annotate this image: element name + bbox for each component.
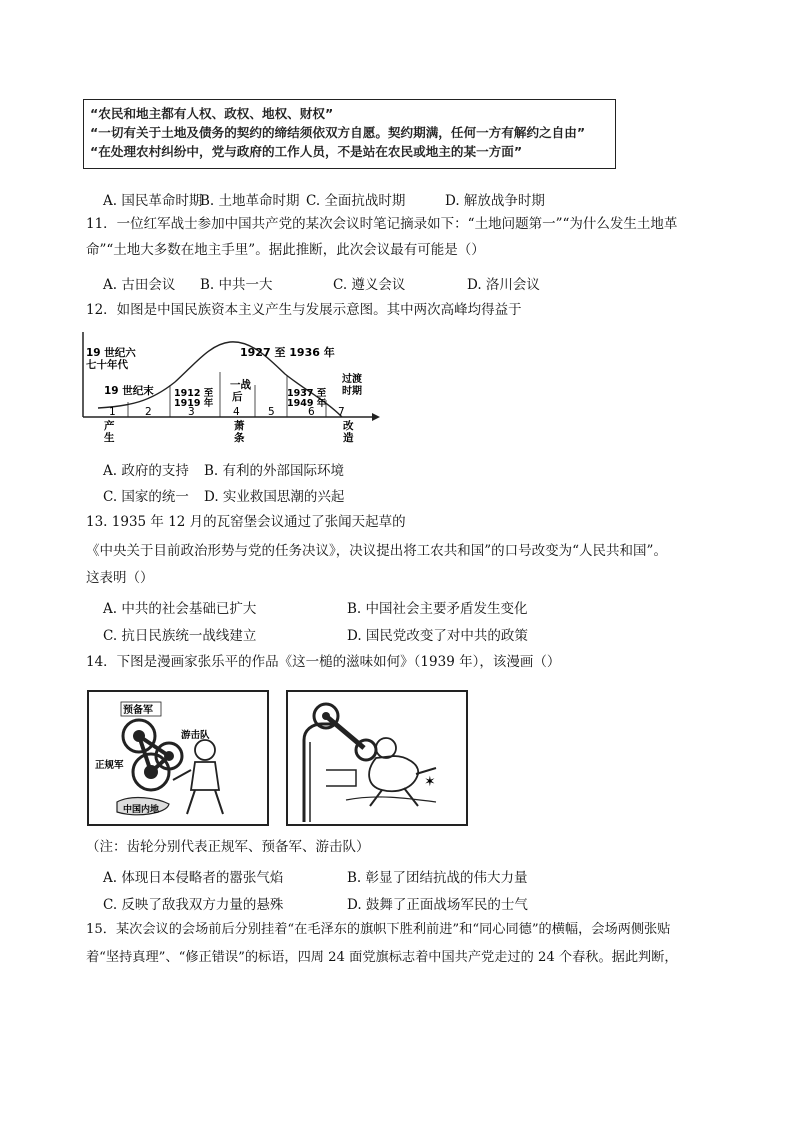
segment-7: 7 <box>338 406 345 418</box>
label-1927-1936: 1927 至 1936 年 <box>240 346 335 359</box>
q12-option-c: C. 国家的统一 <box>103 489 189 505</box>
label-19th-end: 19 世纪末 <box>104 385 154 397</box>
q14-option-a: A. 体现日本侵略者的嚣张气焰 <box>103 870 284 886</box>
bottom-label-c2: 造 <box>343 432 354 444</box>
q11-stem-line2: 命”“土地大多数在地主手里”。据此推断，此次会议最有可能是（） <box>86 242 485 258</box>
quote-box <box>83 99 616 169</box>
q11-option-b: B. 中共一大 <box>200 277 273 293</box>
q12-stem: 12．如图是中国民族资本主义产生与发展示意图。其中两次高峰均得益于 <box>86 302 522 318</box>
bottom-label-a1: 产 <box>104 420 115 432</box>
q14-option-d: D. 鼓舞了正面战场军民的士气 <box>347 897 528 913</box>
q10-option-d: D. 解放战争时期 <box>445 193 545 209</box>
capitalism-development-diagram <box>80 330 380 445</box>
segment-2: 2 <box>145 406 152 418</box>
quote-line-1: “农民和地主都有人权、政权、地权、财权” <box>90 106 334 121</box>
q14-stem: 14．下图是漫画家张乐平的作品《这一槌的滋味如何》（1939 年），该漫画（） <box>86 654 561 670</box>
label-reserve: 预备军 <box>123 705 153 716</box>
segment-numbers <box>109 406 345 418</box>
q12-option-d: D. 实业救国思潮的兴起 <box>204 489 345 505</box>
quote-line-3: “在处理农村纠纷中，党与政府的工作人员，不是站在农民或地主的某一方面” <box>90 144 523 159</box>
q10-option-c: C. 全面抗战时期 <box>306 193 406 209</box>
bottom-label-b2: 条 <box>234 432 245 444</box>
q15-stem-line2: 着“坚持真理”、“修正错误”的标语，四周 24 面党旗标志着中国共产党走过的 24 个春秋。据此判断， <box>86 950 678 965</box>
cartoon-panel-2 <box>286 690 468 826</box>
segment-5: 5 <box>268 406 275 418</box>
label-1937-line1: 1937 至 <box>287 388 327 399</box>
quote-line-2: “一切有关于土地及债务的契约的缔结须依双方自愿。契约期满，任何一方有解约之自由” <box>90 125 586 140</box>
q13-stem-line1: 13. 1935 年 12 月的瓦窑堡会议通过了张闻天起草的 <box>86 514 406 530</box>
q14-option-c: C. 反映了敌我双方力量的悬殊 <box>103 897 284 913</box>
q13-stem-line3: 这表明（） <box>86 570 154 586</box>
label-1912-line1: 1912 至 <box>174 388 214 399</box>
q11-option-d: D. 洛川会议 <box>467 277 540 293</box>
label-1870s-line1: 19 世纪六 <box>86 347 136 359</box>
q13-stem-line2: 《中央关于目前政治形势与党的任务决议》，决议提出将工农共和国”的口号改变为“人民共和国”。 <box>86 543 667 559</box>
q15-stem-line1: 15．某次会议的会场前后分别挂着“在毛泽东的旗帜下胜利前进”和“同心同德”的横幅，会场两侧张贴 <box>86 922 671 937</box>
bottom-label-a2: 生 <box>104 432 115 444</box>
bottom-label-c1: 改 <box>343 420 354 432</box>
x-axis-arrow-icon <box>372 413 380 421</box>
segment-4: 4 <box>233 406 240 418</box>
q11-option-c: C. 遵义会议 <box>333 277 406 293</box>
q13-option-c: C. 抗日民族统一战线建立 <box>103 628 257 644</box>
label-1912-line2: 1919 年 <box>174 398 214 409</box>
label-ww1-line1: 一战 <box>230 379 251 391</box>
label-china: 中国内地 <box>123 805 160 815</box>
q11-stem-line1: 11．一位红军战士参加中国共产党的某次会议时笔记摘录如下：“土地问题第一”“为什么发生土地革 <box>86 216 678 232</box>
label-1937-line2: 1949 年 <box>287 398 327 409</box>
segment-3: 3 <box>188 406 195 418</box>
q10-option-a: A. 国民革命时期 <box>103 193 203 209</box>
label-transition-line1: 过渡 <box>342 374 362 385</box>
q13-option-d: D. 国民党改变了对中共的政策 <box>347 628 528 644</box>
q11-option-a: A. 古田会议 <box>103 277 176 293</box>
label-regular: 正规军 <box>95 760 124 771</box>
q12-option-b: B. 有利的外部国际环境 <box>204 463 345 479</box>
q12-option-a: A. 政府的支持 <box>103 463 189 479</box>
q14-option-b: B. 彰显了团结抗战的伟大力量 <box>347 870 528 886</box>
q14-note: （注：齿轮分别代表正规军、预备军、游击队） <box>86 839 370 855</box>
label-1870s-line2: 七十年代 <box>86 359 128 371</box>
label-transition-line2: 时期 <box>342 386 362 397</box>
bottom-label-b1: 萧 <box>234 420 245 432</box>
label-guerrilla: 游击队 <box>181 730 210 741</box>
label-ww1-line2: 后 <box>232 391 243 403</box>
impact-mark-icon: ✶ <box>424 774 436 790</box>
segment-6: 6 <box>308 406 315 418</box>
q13-option-a: A. 中共的社会基础已扩大 <box>103 601 257 617</box>
segment-1: 1 <box>109 406 116 418</box>
q10-option-b: B. 土地革命时期 <box>200 193 300 209</box>
cartoon-panel-1 <box>87 690 269 826</box>
q13-option-b: B. 中国社会主要矛盾发生变化 <box>347 601 528 617</box>
